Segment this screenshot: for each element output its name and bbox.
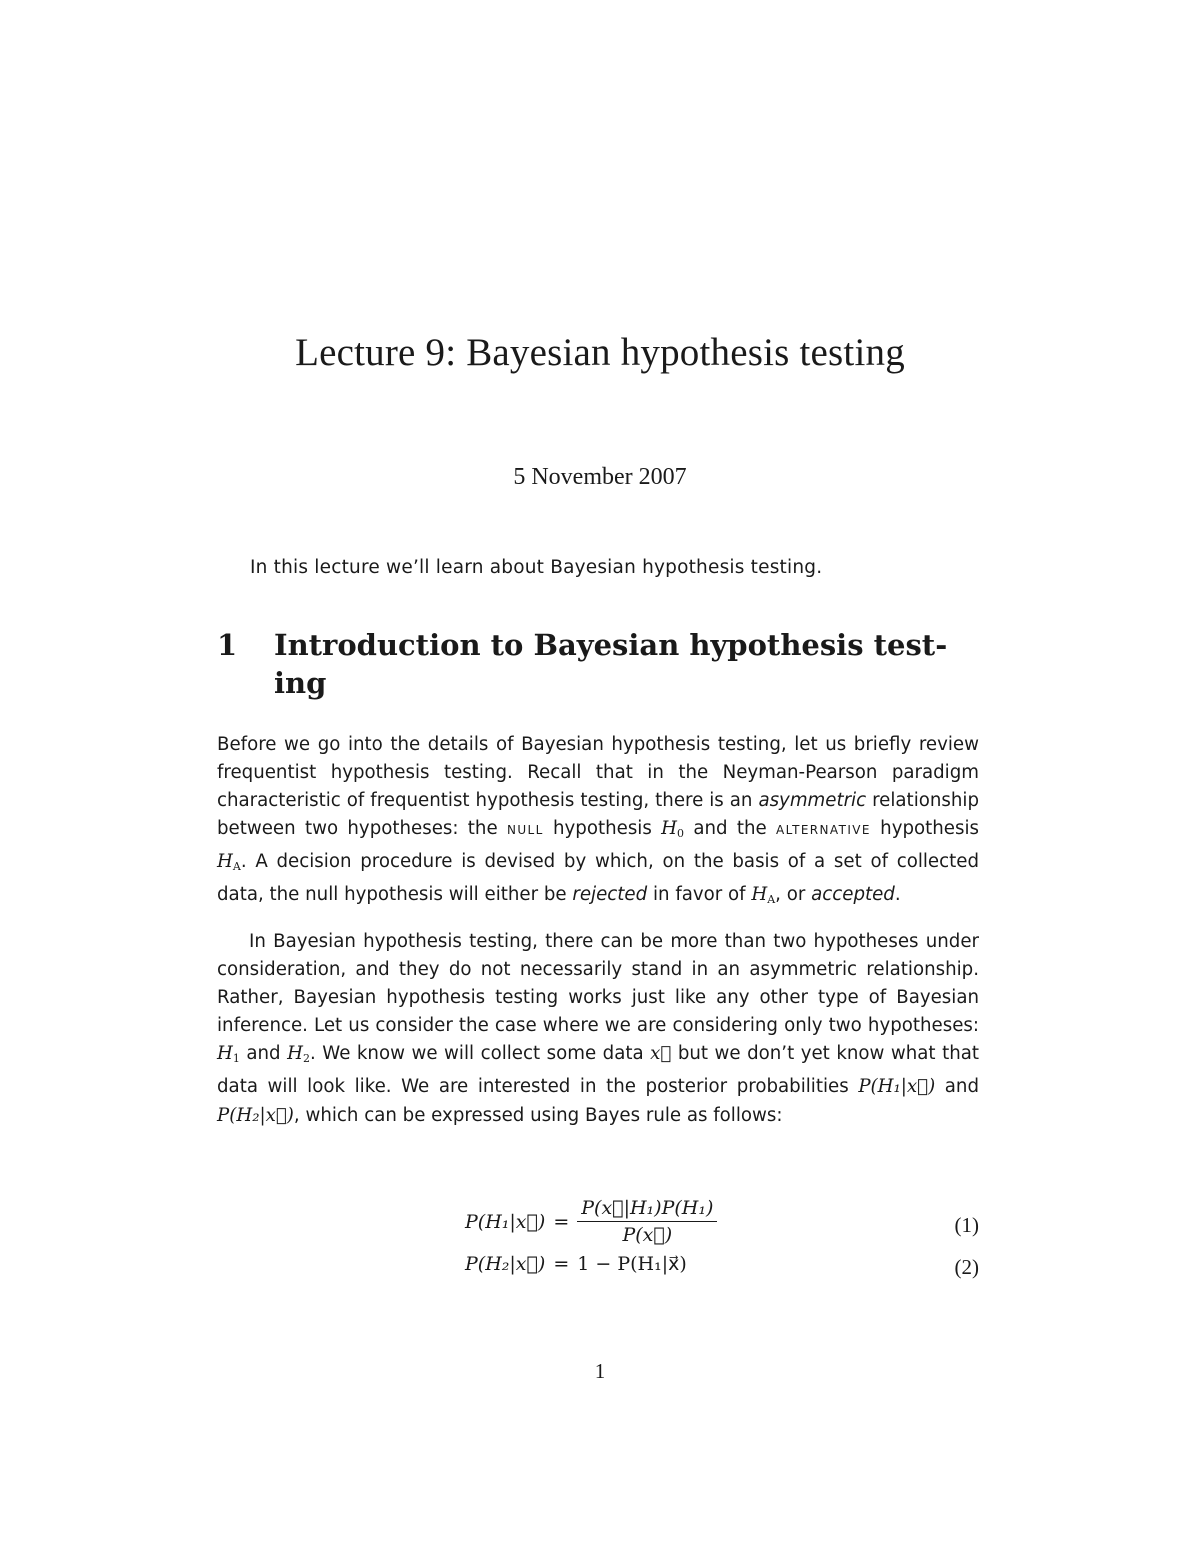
p1-text-1: Before we go into the details of Bayesian hypothesis testing, let us briefly review frequentist hypothesis testing. Recall that in the Neyman-Pearson paradigm characteristic of frequentist hypothesis testing, there is an bbox=[217, 734, 979, 812]
p1-h0-letter: H bbox=[661, 818, 678, 840]
section-number: 1 bbox=[217, 628, 238, 662]
document-date: 5 November 2007 bbox=[513, 464, 687, 490]
p2-text-2: and bbox=[239, 1043, 288, 1065]
p1-null: null bbox=[506, 819, 544, 840]
eq2-rhs: 1 − P(H₁|x⃗) bbox=[577, 1253, 687, 1275]
eq1-numerator: P(x⃗|H₁)P(H₁) bbox=[577, 1197, 717, 1222]
equation-1-body bbox=[465, 1197, 717, 1246]
equation-block bbox=[217, 1195, 979, 1293]
p1-text-4: and the bbox=[684, 818, 777, 840]
p2-text-3: . We know we will collect some data bbox=[309, 1043, 651, 1065]
p1-ha-letter: H bbox=[217, 851, 233, 873]
eq1-label: (1) bbox=[954, 1213, 979, 1237]
p1-ha-sub: A bbox=[232, 860, 241, 874]
p1-text-3: hypothesis bbox=[543, 818, 662, 840]
paragraph-bayesian-testing bbox=[217, 928, 979, 1130]
section-title: Introduction to Bayesian hypothesis test-ing bbox=[274, 628, 948, 700]
eq2-label: (2) bbox=[954, 1255, 979, 1279]
p2-h2 bbox=[287, 1043, 310, 1064]
eq2-lhs: P(H₂|x⃗) bbox=[465, 1253, 546, 1275]
equation-2-body bbox=[465, 1253, 687, 1275]
p1-ha2-sub: A bbox=[767, 893, 776, 907]
page-number: 1 bbox=[594, 1359, 606, 1383]
p2-text-6: , which can be expressed using Bayes rule as follows: bbox=[293, 1104, 783, 1126]
eq1-denominator: P(x⃗) bbox=[622, 1224, 673, 1246]
p1-h0-sub: 0 bbox=[677, 827, 685, 841]
p1-text-6: . A decision procedure is devised by which, on the basis of a set of collected data, the null hypothesis will either be bbox=[217, 851, 979, 906]
equation-1 bbox=[217, 1195, 979, 1253]
p1-text-2: relationship between two hypotheses: the bbox=[217, 790, 979, 840]
eq1-fraction bbox=[577, 1197, 717, 1246]
p1-alternative: alternative bbox=[776, 819, 871, 840]
p1-accepted: accepted bbox=[811, 884, 895, 906]
p2-h1-sub: 1 bbox=[232, 1052, 240, 1066]
document-title: Lecture 9: Bayesian hypothesis testing bbox=[295, 331, 905, 374]
p2-posterior-2: P(H₂|x⃗) bbox=[217, 1104, 294, 1126]
abstract-text: In this lecture we’ll learn about Bayesian hypothesis testing. bbox=[250, 557, 823, 578]
p2-text-5: and bbox=[935, 1076, 980, 1098]
paragraph-frequentist-review bbox=[217, 731, 979, 915]
p1-ha bbox=[217, 851, 241, 872]
p2-xvec: x⃗ bbox=[650, 1043, 672, 1065]
p2-h2-sub: 2 bbox=[302, 1052, 310, 1066]
p1-asymmetric: asymmetric bbox=[758, 790, 867, 812]
p2-text-1: In Bayesian hypothesis testing, there can be more than two hypotheses under consideration, and they do not necessarily stand in an asymmetric relationship. Rather, Bayesian hypothesis testing works just like any other type of Bayesian inference. Let us consider the case where we are considering only two hypotheses: bbox=[217, 931, 979, 1037]
p1-text-8: , or bbox=[775, 884, 812, 906]
equation-2 bbox=[217, 1253, 979, 1293]
eq1-equals: = bbox=[553, 1210, 570, 1233]
p1-text-9: . bbox=[894, 884, 901, 906]
p2-h1-letter: H bbox=[217, 1043, 233, 1065]
p2-text-4: but we don’t yet know what that data will look like. We are interested in the posterior probabilities bbox=[217, 1043, 980, 1098]
p2-h1 bbox=[217, 1043, 240, 1064]
p2-posterior-1: P(H₁|x⃗) bbox=[858, 1076, 936, 1098]
p2-h2-letter: H bbox=[287, 1043, 303, 1065]
p1-text-7: in favor of bbox=[647, 884, 752, 906]
p1-text-5: hypothesis bbox=[870, 818, 979, 840]
eq1-lhs: P(H₁|x⃗) bbox=[465, 1210, 546, 1233]
p1-ha2-letter: H bbox=[751, 884, 768, 906]
p1-h0 bbox=[661, 818, 684, 839]
eq2-equals: = bbox=[553, 1253, 570, 1275]
p1-ha-2 bbox=[751, 884, 775, 905]
p1-rejected: rejected bbox=[572, 884, 648, 906]
